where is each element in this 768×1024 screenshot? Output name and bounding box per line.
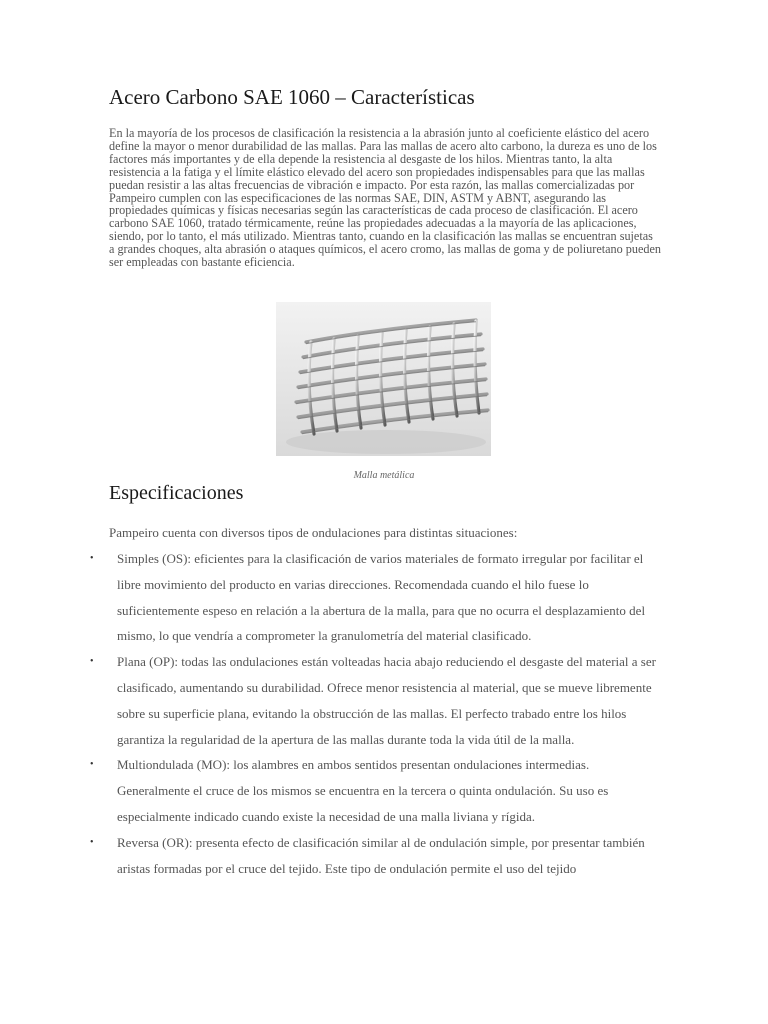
section-heading: Especificaciones xyxy=(109,482,244,504)
wire-mesh-illustration xyxy=(276,302,491,456)
list-item xyxy=(90,830,660,882)
figure-caption: Malla metálica xyxy=(353,470,415,481)
bullet-icon: • xyxy=(90,836,94,848)
section-lead: Pampeiro cuenta con diversos tipos de ondulaciones para distintas situaciones: xyxy=(109,525,518,540)
bullet-icon: • xyxy=(90,553,94,564)
intro-paragraph: En la mayoría de los procesos de clasificación la resistencia a la abrasión junto al coeficiente elástico del acero define la mayor o menor durabilidad de las mallas. Para las mallas de acero alto carbono, la dureza es uno de los factores más importantes y de ella depende la resistencia al desgaste de los hilos. Mientras tanto, la alta resistencia a la fatiga y el límite elástico elevado del acero son propiedades indispensables para que las mallas puedan resistir a las altas frecuencias de vibración e impacto. Por esta razón, las mallas comercializadas por Pampeiro cumplen con las especificaciones de las normas SAE, DIN, ASTM y ABNT, asegurando las propiedades químicas y físicas necesarias según las características de cada proceso de clasificación. El acero carbono SAE 1060, tratado térmicamente, reúne las propiedades adecuadas a la mayoría de las aplicaciones, siendo, por lo tanto, el más utilizado. Mientras tanto, cuando en la clasificación las mallas se encuentran sujetas a grandes choques, alta abrasión o ataques químicos, el acero cromo, las mallas de goma y de poliuretano pueden ser empleadas con bastante eficiencia. xyxy=(109,126,661,270)
page-title: Acero Carbono SAE 1060 – Características xyxy=(109,85,475,109)
list-item-text: Multiondulada (MO): los alambres en ambos sentidos presentan ondulaciones intermedias. Generalmente el cruce de los mismos se encuentra en la tercera o quinta ondulación. Su uso es especialmente indicado cuando existe la necesidad de una malla liviana y rígida. xyxy=(117,757,609,824)
bullet-icon: • xyxy=(90,656,94,668)
list-item-text: Plana (OP): todas las ondulaciones están volteadas hacia abajo reduciendo el desgaste del material a ser clasificado, aumentando su durabilidad. Ofrece menor resistencia al material, que se mueve libremente sobre su superficie plana, evitando la obstrucción de las mallas. El perfecto trabado entre los hilos garantiza la regularidad de la apertura de las mallas durante toda la vida útil de la malla. xyxy=(117,654,656,747)
list-item-text: Simples (OS): eficientes para la clasificación de varios materiales de formato irregular por facilitar el libre movimiento del producto en varias direcciones. Recomendada cuando el hilo fuese lo suficientemente espeso en relación a la abertura de la malla, para que no ocurra el desplazamiento del mismo, lo que vendría a comprometer la granulometría del material clasificado. xyxy=(117,551,646,644)
list-item xyxy=(90,546,660,649)
list-item-text: Reversa (OR): presenta efecto de clasificación similar al de ondulación simple, por presentar también aristas formadas por el cruce del tejido. Este tipo de ondulación permite el uso del tejido xyxy=(117,834,645,876)
wire-mesh-image xyxy=(276,302,491,456)
list-item xyxy=(90,752,660,829)
list-item xyxy=(90,649,660,752)
bullet-icon: • xyxy=(90,759,94,771)
specs-list xyxy=(90,546,660,881)
